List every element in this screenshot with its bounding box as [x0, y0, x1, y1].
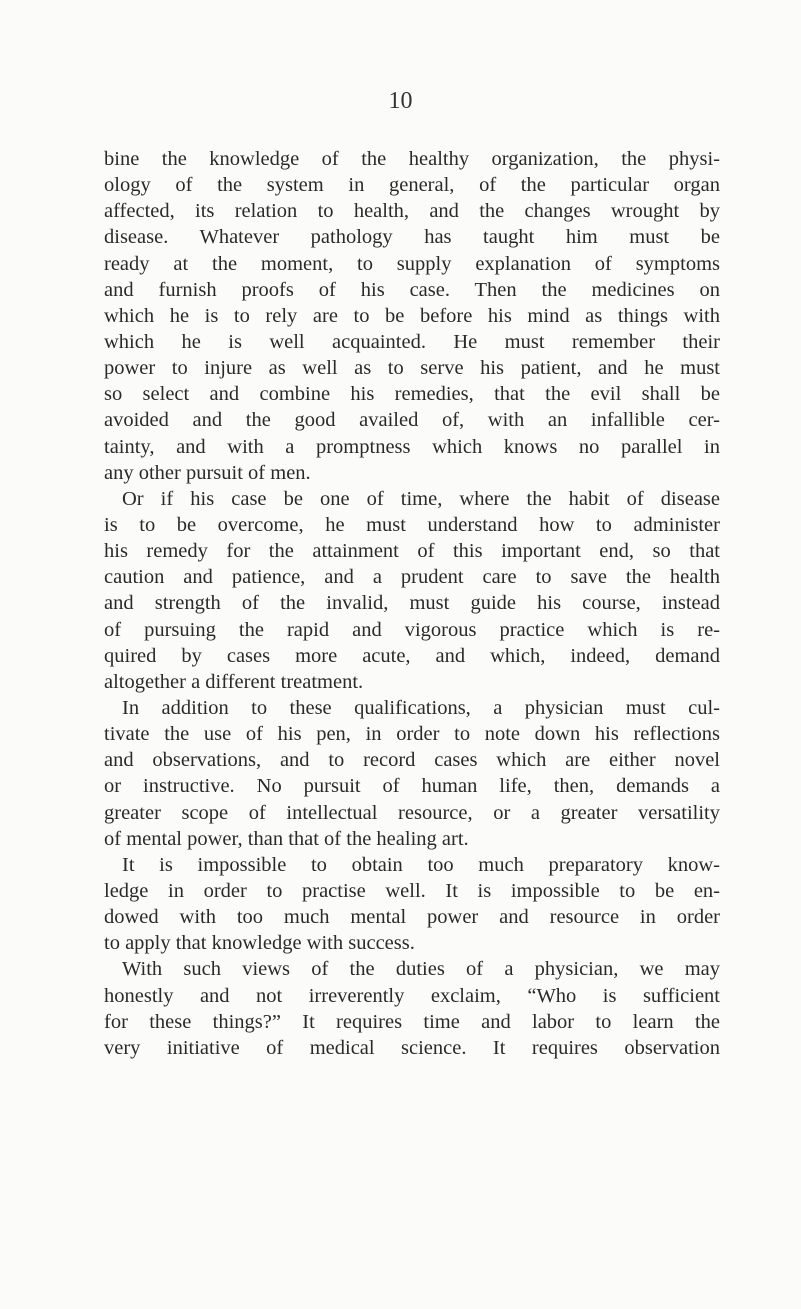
text-line: disease. Whatever pathology has taught him must be: [104, 226, 720, 249]
text-line: With such views of the duties of a physician, we may: [122, 958, 720, 981]
text-line: to apply that knowledge with success.: [104, 932, 415, 955]
text-line: and strength of the invalid, must guide his course, instead: [104, 592, 720, 615]
text-line: very initiative of medical science. It requires observation: [104, 1036, 720, 1059]
page-number: 10: [388, 88, 413, 114]
text-line: for these things?” It requires time and labor to learn the: [104, 1010, 720, 1033]
text-line: any other pursuit of men.: [104, 461, 311, 484]
text-line: so select and combine his remedies, that the evil shall be: [104, 383, 720, 406]
text-line: It is impossible to obtain too much preparatory know-: [122, 853, 720, 876]
text-line: ready at the moment, to supply explanation of symptoms: [104, 252, 720, 275]
text-line: of mental power, than that of the healing art.: [104, 827, 469, 850]
text-line: dowed with too much mental power and resource in order: [104, 906, 720, 929]
text-line: is to be overcome, he must understand how to administer: [104, 513, 720, 536]
text-line: caution and patience, and a prudent care to save the health: [104, 566, 720, 589]
text-line: tivate the use of his pen, in order to note down his reflections: [104, 723, 720, 746]
text-line: In addition to these qualifications, a physician must cul-: [122, 696, 720, 719]
text-line: power to injure as well as to serve his patient, and he must: [104, 357, 720, 380]
text-line: quired by cases more acute, and which, indeed, demand: [104, 644, 720, 667]
body-text: [104, 146, 720, 1061]
text-line: which he is to rely are to be before his mind as things with: [104, 304, 720, 327]
text-line: tainty, and with a promptness which knows no parallel in: [104, 435, 720, 458]
text-line: which he is well acquainted. He must remember their: [104, 330, 720, 353]
text-line: altogether a different treatment.: [104, 670, 364, 693]
text-line: ledge in order to practise well. It is impossible to be en-: [104, 879, 720, 902]
text-line: honestly and not irreverently exclaim, “Who is sufficient: [104, 984, 720, 1007]
text-line: and observations, and to record cases which are either novel: [104, 749, 720, 772]
text-line: his remedy for the attainment of this important end, so that: [104, 540, 720, 563]
text-line: and furnish proofs of his case. Then the medicines on: [104, 278, 720, 301]
text-line: ology of the system in general, of the particular organ: [104, 174, 720, 197]
text-line: or instructive. No pursuit of human life, then, demands a: [104, 775, 720, 798]
text-line: Or if his case be one of time, where the habit of disease: [122, 487, 720, 510]
text-line: affected, its relation to health, and the changes wrought by: [104, 200, 720, 223]
text-line: of pursuing the rapid and vigorous practice which is re-: [104, 618, 720, 641]
text-line: greater scope of intellectual resource, or a greater versatility: [104, 801, 720, 824]
text-line: bine the knowledge of the healthy organization, the physi-: [104, 148, 720, 170]
text-line: avoided and the good availed of, with an infallible cer-: [104, 409, 720, 432]
